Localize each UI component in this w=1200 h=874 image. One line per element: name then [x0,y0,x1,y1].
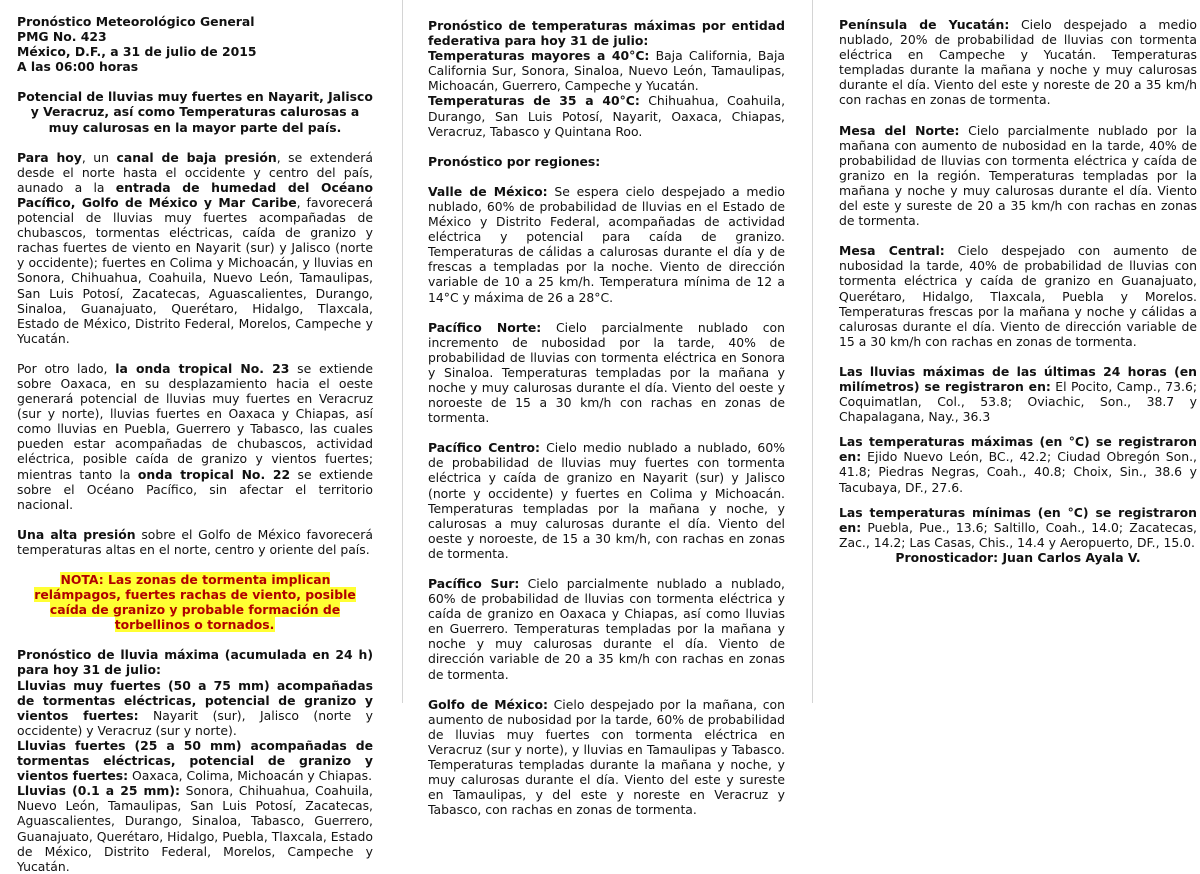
storm-note [17,572,373,632]
record-max-temp: Las temperaturas máximas (en °C) se registraron en: Ejido Nuevo León, BC., 42.2; Ciudad Obregón Son., 41.8; Piedras Negras, Coah., 40.8; Choix, Sin., 38.6 y Tacubaya, DF., 27.6. [839,434,1197,495]
rain-strong: Lluvias fuertes (25 a 50 mm) acompañadas de tormentas eléctricas, potencial de granizo y vientos fuertes: Oaxaca, Colima, Michoacán y Chiapas. [17,737,373,784]
bulletin-header [17,14,373,74]
headline: Potencial de lluvias muy fuertes en Nayarit, Jalisco y Veracruz, así como Temperaturas calurosas a muy calurosas en la mayor parte del país. [17,89,373,135]
bulletin-title: Pronóstico Meteorológico General [17,14,255,29]
bulletin-date: México, D.F., a 31 de julio de 2015 [17,44,257,60]
column-divider [402,0,403,703]
column-1 [17,14,373,874]
region-paragraph: Pacífico Sur: Cielo parcialmente nublado a nublado, 60% de probabilidad de lluvias con tormenta eléctrica y caída de granizo en Oaxaca y Chiapas, así como lluvias en Guerrero. Temperaturas templadas por la mañana y noche y muy calurosas durante el día. Viento de dirección variable de 20 a 35 km/h con rachas en zonas de tormenta. [428,576,785,682]
region-paragraph: Península de Yucatán: Cielo despejado a medio nublado, 20% de probabilidad de lluvias con tormenta eléctrica en Campeche y Yucatán. Temperaturas templadas durante la mañana y noche y muy calurosas durante el día. Viento del este y noreste de 20 a 35 km/h con rachas en zonas de tormenta. [839,17,1197,108]
region-paragraph: Valle de México: Se espera cielo despejado a medio nublado, 60% de probabilidad de lluvias en el Estado de México y Distrito Federal, acompañadas de actividad eléctrica y potencial para caída de granizo. Temperaturas de cálidas a calurosas durante el día y de frescas a templadas por la noche. Viento de dirección variable de 10 a 25 km/h. Temperatura mínima de 12 a 14°C y máxima de 26 a 28°C. [428,183,786,305]
region-paragraph: Golfo de México: Cielo despejado por la mañana, con aumento de nubosidad por la tarde, 60% de probabilidad de lluvias muy fuertes con tormenta eléctrica en Veracruz (sur y norte), y lluvias en Tamaulipas y Tabasco. Temperaturas templadas durante la mañana y noche, y muy calurosas durante el día. Viento del este y sureste en Tamaulipas, y del este y noreste en Veracruz y Tabasco, con rachas en zonas de tormenta. [428,696,785,818]
rain-very-strong: Lluvias muy fuertes (50 a 75 mm) acompañadas de tormentas eléctricas, potencial de granizo y vientos fuertes: Nayarit (sur), Jalisco (norte y occidente) y Veracruz (sur y norte). [17,677,373,738]
record-min-temp: Las temperaturas mínimas (en °C) se registraron en: Puebla, Pue., 13.6; Saltillo, Coah., 14.0; Zacatecas, Zac., 14.2; Las Casas, Chis., 14.4 y Aeropuerto, DF., 15.0. [839,504,1197,550]
rain-light: Lluvias (0.1 a 25 mm): Sonora, Chihuahua, Coahuila, Nuevo León, Tamaulipas, San Luis Potosí, Zacatecas, Aguascalientes, Durango, Sinaloa, Tabasco, Guerrero, Guanajuato, Querétaro, Hidalgo, Puebla, Tlaxcala, Estado de México, Distrito Federal, Morelos, Campeche y Yucatán. [17,783,373,874]
temp-35-40: Temperaturas de 35 a 40°C: Chihuahua, Coahuila, Durango, San Luis Potosí, Nayarit, Oaxaca, Chiapas, Veracruz, Tabasco y Quintana Roo. [428,93,786,139]
forecaster-signature: Pronosticador: Juan Carlos Ayala V. [895,549,1141,565]
region-paragraph: Mesa del Norte: Cielo parcialmente nublado por la mañana con aumento de nubosidad en la tarde, 40% de probabilidad de lluvias con tormenta eléctrica y caída de granizo en la región. Temperaturas templadas por la mañana y noche y muy calurosas durante el día. Viento del este y sureste de 20 a 35 km/h con rachas en zonas de tormenta. [839,122,1197,229]
rain-forecast-heading: Pronóstico de lluvia máxima (acumulada en 24 h) para hoy 31 de julio: [17,647,373,678]
temp-over-40: Temperaturas mayores a 40°C: Baja California, Baja California Sur, Sonora, Sinaloa, Nuevo León, Tamaulipas, Michoacán, Guerrero, Campeche y Yucatán. [428,48,785,94]
bulletin-number: PMG No. 423 [17,29,107,45]
bulletin-time: A las 06:00 horas [17,59,139,75]
region-paragraph: Pacífico Norte: Cielo parcialmente nublado con incremento de nubosidad por la tarde, 40% de probabilidad de lluvias con tormenta eléctrica en Sonora y Sinaloa. Temperaturas templadas por la mañana y noche y muy calurosas durante el día. Viento del oeste y noroeste de 15 a 30 km/h con rachas en zonas de tormenta. [428,319,785,426]
paragraph-tropical-waves: Por otro lado, la onda tropical No. 23 se extiende sobre Oaxaca, en su desplazamiento hacia el oeste generará potencial de lluvias muy fuertes en Veracruz (sur y norte), lluvias fuertes en Oaxaca y Chiapas, así como lluvias en Puebla, Guerrero y Tabasco, las cuales pueden estar acompañadas de chubascos, actividad eléctrica, posible caída de granizo y vientos fuertes; mientras tanto la onda tropical No. 22 se extiende sobre el Océano Pacífico, sin afectar el territorio nacional. [17,360,373,512]
paragraph-high-pressure: Una alta presión sobre el Golfo de México favorecerá temperaturas altas en el norte, centro y oriente del país. [17,526,373,557]
region-paragraph: Mesa Central: Cielo despejado con aumento de nubosidad la tarde, 40% de probabilidad de lluvias con tormenta eléctrica y caída de granizo en Guanajuato, Querétaro, Hidalgo, Tlaxcala, Puebla y Morelos. Temperaturas frescas por la mañana y noche y cálidas a calurosas durante el día. Viento de dirección variable de 15 a 30 km/h con rachas en zonas de tormenta. [839,243,1198,349]
column-3 [839,2,1197,703]
record-rain: Las lluvias máximas de las últimas 24 horas (en milímetros) se registraron en: El Pocito, Camp., 73.6; Coquimatlan, Col., 53.8; Oviachic, Son., 38.7 y Chapalagana, Nay., 36.3 [839,363,1197,425]
column-divider [812,0,813,703]
paragraph-low-pressure: Para hoy, un canal de baja presión, se extenderá desde el norte hasta el occidente y centro del país, aunado a la entrada de humedad del Océano Pacífico, Golfo de México y Mar Caribe, favorecerá potencial de lluvias muy fuertes acompañadas de chubascos, tormentas eléctricas, caída de granizo y rachas fuertes de viento en Nayarit (sur) y Jalisco (norte y occidente); fuertes en Colima y Michoacán, y lluvias en Sonora, Chihuahua, Coahuila, Nuevo León, Tamaulipas, San Luis Potosí, Zacatecas, Aguascalientes, Durango, Sinaloa, Guanajuato, Querétaro, Hidalgo, Tlaxcala, Estado de México, Distrito Federal, Morelos, Campeche y Yucatán. [17,149,373,346]
regions-heading: Pronóstico por regiones: [428,153,601,169]
storm-note-text: NOTA: Las zonas de tormenta implican relámpagos, fuertes rachas de viento, posible caída de granizo y probable formación de torbellinos o tornados. [34,572,356,633]
column-2 [428,18,786,818]
temp-forecast-heading: Pronóstico de temperaturas máximas por entidad federativa para hoy 31 de julio: [428,18,785,49]
region-paragraph: Pacífico Centro: Cielo medio nublado a nublado, 60% de probabilidad de lluvias muy fuertes con tormenta eléctrica y caída de granizo en Nayarit (sur) y Jalisco (norte y occidente) y fuertes en Colima y Michoacán. Temperaturas templadas por la mañana y noche, y calurosas a muy calurosas durante el día. Viento del oeste y noroeste, de 15 a 30 km/h, con rachas en zonas de tormenta. [428,440,785,561]
